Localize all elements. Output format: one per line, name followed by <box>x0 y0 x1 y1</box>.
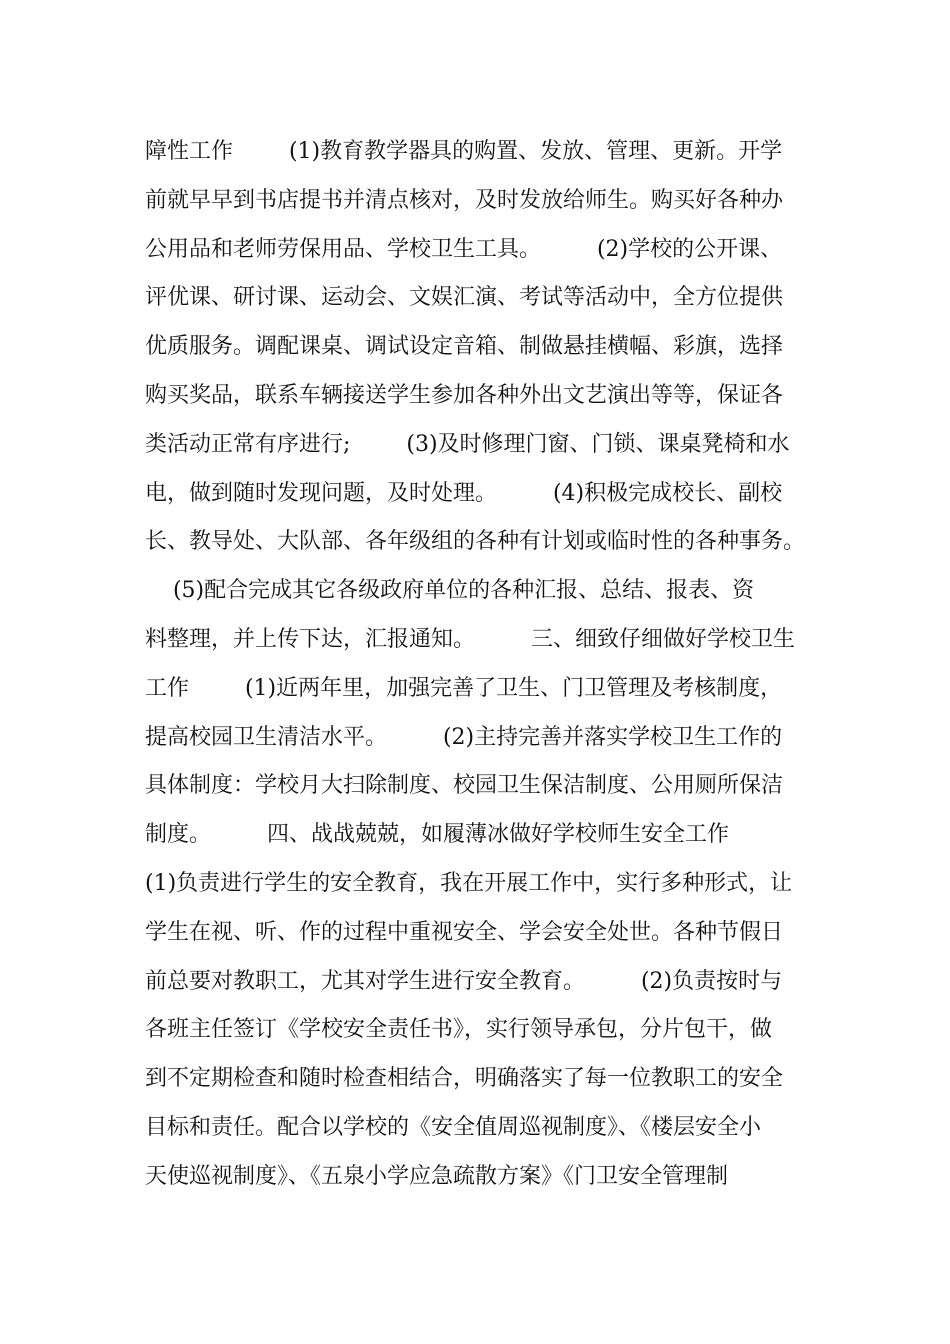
text-line-18: 前总要对教职工，尤其对学生进行安全教育。 (2)负责按时与 <box>145 968 783 994</box>
text-line-4: 评优课、研讨课、运动会、文娱汇演、考试等活动中，全方位提供 <box>145 285 784 311</box>
text-line-9: 长、教导处、大队部、各年级组的各种有计划或临时性的各种事务。 <box>145 529 806 555</box>
text-line-14: 具体制度：学校月大扫除制度、校园卫生保洁制度、公用厕所保洁 <box>145 773 784 799</box>
text-line-19: 各班主任签订《学校安全责任书》，实行领导承包，分片包干，做 <box>145 1017 773 1043</box>
text-line-6: 购买奖品，联系车辆接送学生参加各种外出文艺演出等等，保证各 <box>145 382 784 408</box>
text-line-22: 天使巡视制度》、《五泉小学应急疏散方案》《门卫安全管理制 <box>145 1163 729 1189</box>
body-text <box>145 128 815 1202</box>
text-line-8: 电，做到随时发现问题，及时处理。 (4)积极完成校长、副校 <box>145 480 783 506</box>
text-line-7: 类活动正常有序进行; (3)及时修理门窗、门锁、课桌凳椅和水 <box>145 431 790 457</box>
text-line-2: 前就早早到书店提书并清点核对，及时发放给师生。购买好各种办 <box>145 187 784 213</box>
text-line-17: 学生在视、听、作的过程中重视安全、学会安全处世。各种节假日 <box>145 919 784 945</box>
text-line-3: 公用品和老师劳保用品、学校卫生工具。 (2)学校的公开课、 <box>145 236 783 262</box>
text-line-11: 料整理，并上传下达，汇报通知。 三、细致仔细做好学校卫生 <box>145 626 795 652</box>
text-line-10: (5)配合完成其它各级政府单位的各种汇报、总结、报表、资 <box>145 578 755 604</box>
text-line-20: 到不定期检查和随时检查相结合，明确落实了每一位教职工的安全 <box>145 1066 784 1092</box>
text-line-15: 制度。 四、战战兢兢，如履薄冰做好学校师生安全工作 <box>145 822 729 848</box>
text-line-21: 目标和责任。配合以学校的《安全值周巡视制度》、《楼层安全小 <box>145 1114 762 1140</box>
text-line-1: 障性工作 (1)教育教学器具的购置、发放、管理、更新。开学 <box>145 139 783 164</box>
text-line-13: 提高校园卫生清洁水平。 (2)主持完善并落实学校卫生工作的 <box>145 724 783 750</box>
text-line-12: 工作 (1)近两年里，加强完善了卫生、门卫管理及考核制度， <box>145 675 783 701</box>
text-line-16: (1)负责进行学生的安全教育，我在开展工作中，实行多种形式，让 <box>145 870 793 896</box>
text-line-5: 优质服务。调配课桌、调试设定音箱、制做悬挂横幅、彩旗，选择 <box>145 334 784 360</box>
